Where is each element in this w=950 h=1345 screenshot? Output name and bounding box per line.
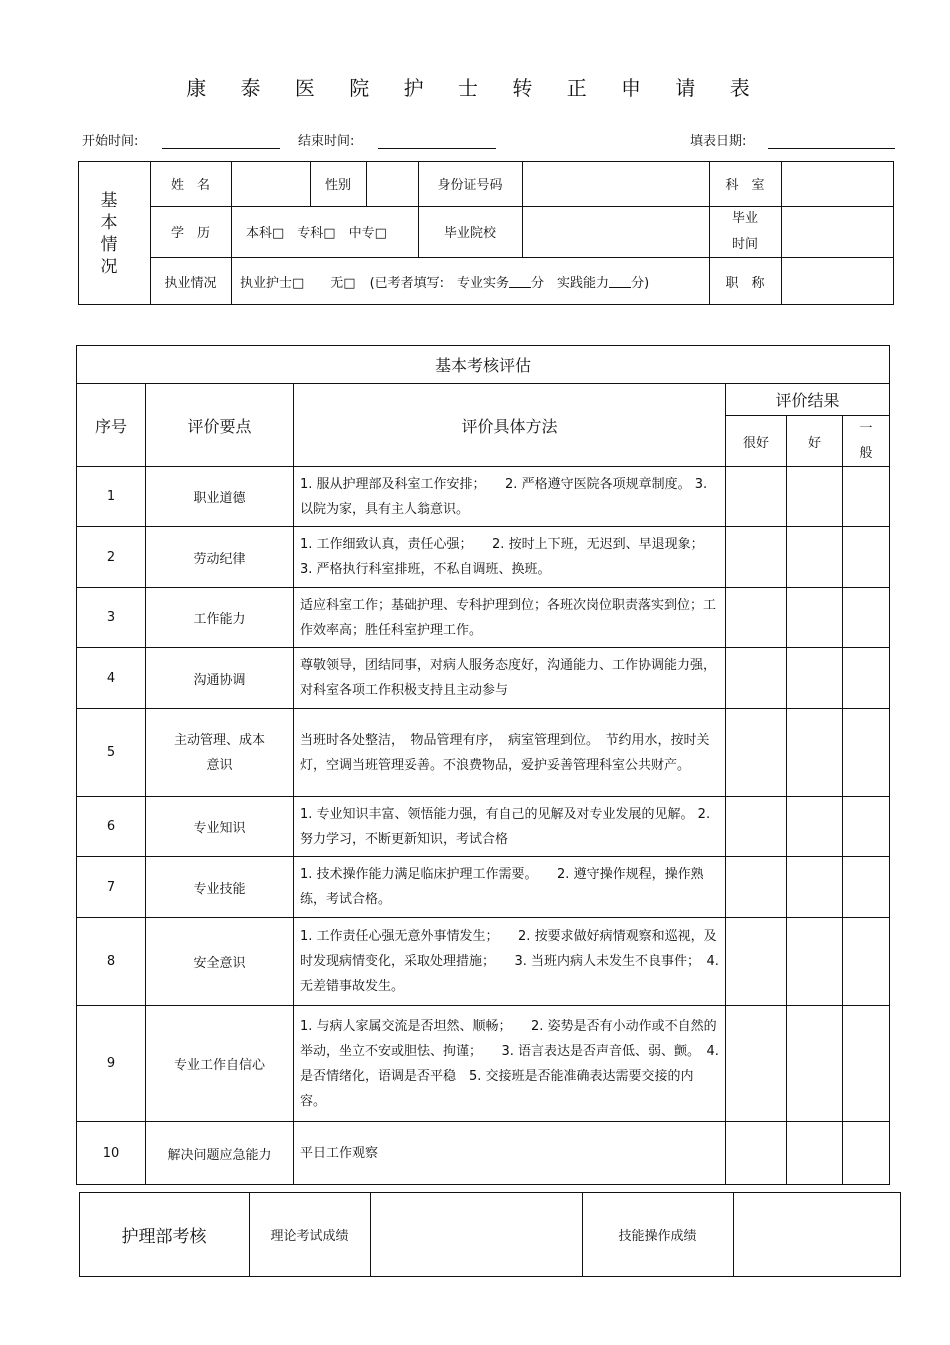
rating-average-cell[interactable] <box>843 1006 890 1122</box>
row-seq: 6 <box>77 797 146 857</box>
basic-info-side-label: 基 本 情 况 <box>100 191 118 277</box>
skill-score-blank[interactable] <box>609 275 631 288</box>
rating-average-cell[interactable] <box>843 648 890 709</box>
rating-very-good-cell[interactable] <box>726 918 787 1006</box>
skill-score-label: 技能操作成绩 <box>618 1229 697 1244</box>
form-title: 康 泰 医 院 护 士 转 正 申 请 表 <box>186 76 764 100</box>
table-row <box>77 527 890 588</box>
practice-score-blank[interactable] <box>509 275 531 288</box>
row-point: 主动管理、成本意识 <box>146 709 294 797</box>
job-title-field[interactable] <box>781 257 894 305</box>
rating-average-cell[interactable] <box>843 857 890 918</box>
row-method: 1. 工作细致认真，责任心强； 2. 按时上下班，无迟到、早退现象； 3. 严格执行科室排班，不私自调班、换班。 <box>294 527 726 588</box>
rating-average-cell[interactable] <box>843 918 890 1006</box>
rating-good-cell[interactable] <box>787 527 843 588</box>
practice-note-1: (已考者填写: 专业实务 <box>369 275 510 291</box>
id-number-field[interactable] <box>522 161 709 206</box>
rating-good-cell[interactable] <box>787 1006 843 1122</box>
start-time-label: 开始时间: <box>82 134 139 149</box>
result-good-header: 好 <box>787 416 843 467</box>
gender-label: 性别 <box>324 178 351 193</box>
name-label: 姓 名 <box>170 178 210 193</box>
row-point: 安全意识 <box>146 918 294 1006</box>
row-point: 解决问题应急能力 <box>146 1122 294 1185</box>
table-row <box>77 709 890 797</box>
rating-good-cell[interactable] <box>787 467 843 527</box>
rating-good-cell[interactable] <box>787 588 843 648</box>
col-point-header: 评价要点 <box>146 384 294 467</box>
rating-good-cell[interactable] <box>787 918 843 1006</box>
row-method: 1. 专业知识丰富、领悟能力强，有自己的见解及对专业发展的见解。 2. 努力学习，不断更新知识，考试合格 <box>294 797 726 857</box>
row-seq: 4 <box>77 648 146 709</box>
row-point: 劳动纪律 <box>146 527 294 588</box>
table-row <box>77 918 890 1006</box>
name-field[interactable] <box>231 161 310 206</box>
grad-time-label: 毕业 时间 <box>731 210 758 252</box>
practice-options[interactable] <box>231 257 709 305</box>
skill-score-field[interactable] <box>733 1192 901 1277</box>
row-seq: 10 <box>77 1122 146 1185</box>
table-row <box>77 797 890 857</box>
rating-very-good-cell[interactable] <box>726 1122 787 1185</box>
result-very-good-header: 很好 <box>726 416 787 467</box>
row-seq: 2 <box>77 527 146 588</box>
practice-option-licensed[interactable]: 执业护士□ <box>240 275 305 291</box>
row-method: 适应科室工作；基础护理、专科护理到位；各班次岗位职责落实到位；工作效率高；胜任科室护理工作。 <box>294 588 726 648</box>
row-method: 当班时各处整洁， 物品管理有序， 病室管理到位。 节约用水，按时关灯，空调当班管理妥善。不浪费物品，爱护妥善管理科室公共财产。 <box>294 709 726 797</box>
row-point: 专业工作自信心 <box>146 1006 294 1122</box>
row-method: 尊敬领导，团结同事，对病人服务态度好，沟通能力、工作协调能力强，对科室各项工作积极支持且主动参与 <box>294 648 726 709</box>
table-row <box>77 1122 890 1185</box>
fill-date-label: 填表日期: <box>690 134 747 149</box>
rating-average-cell[interactable] <box>843 527 890 588</box>
rating-average-cell[interactable] <box>843 467 890 527</box>
row-seq: 9 <box>77 1006 146 1122</box>
nursing-dept-label: 护理部考核 <box>121 1227 207 1247</box>
practice-note-2: 分 实践能力 <box>531 275 610 291</box>
start-time-field[interactable] <box>162 148 280 149</box>
end-time-label: 结束时间: <box>298 134 355 149</box>
table-row <box>77 857 890 918</box>
rating-good-cell[interactable] <box>787 1122 843 1185</box>
fill-date-field[interactable] <box>768 148 895 149</box>
row-method: 1. 服从护理部及科室工作安排； 2. 严格遵守医院各项规章制度。 3. 以院为家，具有主人翁意识。 <box>294 467 726 527</box>
rating-very-good-cell[interactable] <box>726 648 787 709</box>
table-row <box>77 1006 890 1122</box>
rating-average-cell[interactable] <box>843 797 890 857</box>
evaluation-table <box>76 345 890 1185</box>
department-field[interactable] <box>781 161 894 206</box>
rating-good-cell[interactable] <box>787 797 843 857</box>
evaluation-heading: 基本考核评估 <box>77 346 890 384</box>
school-field[interactable] <box>522 206 709 257</box>
practice-label: 执业情况 <box>164 275 217 291</box>
rating-average-cell[interactable] <box>843 588 890 648</box>
job-title-label: 职 称 <box>725 275 765 291</box>
theory-score-label: 理论考试成绩 <box>270 1229 349 1244</box>
row-method: 1. 与病人家属交流是否坦然、顺畅； 2. 姿势是否有小动作或不自然的举动，坐立不安或胆怯、拘谨； 3. 语言表达是否声音低、弱、颤。 4. 是否情绪化，语调是否平稳 5. 交接班是否能准确表达需要交接的内容。 <box>294 1006 726 1122</box>
practice-option-none[interactable]: 无□ <box>330 275 356 291</box>
rating-good-cell[interactable] <box>787 709 843 797</box>
result-average-header: 一般 <box>843 416 890 467</box>
table-row <box>77 467 890 527</box>
row-method: 1. 工作责任心强无意外事情发生； 2. 按要求做好病情观察和巡视，及时发现病情变化，采取处理措施； 3. 当班内病人未发生不良事件； 4. 无差错事故发生。 <box>294 918 726 1006</box>
practice-note-3: 分) <box>631 275 650 291</box>
col-seq-header: 序号 <box>77 384 146 467</box>
table-row <box>77 648 890 709</box>
gender-field[interactable] <box>366 161 418 206</box>
row-seq: 1 <box>77 467 146 527</box>
theory-score-field[interactable] <box>370 1192 582 1277</box>
rating-average-cell[interactable] <box>843 1122 890 1185</box>
department-label: 科 室 <box>725 178 765 193</box>
end-time-field[interactable] <box>378 148 496 149</box>
education-options[interactable]: 本科□ 专科□ 中专□ <box>246 226 387 241</box>
rating-very-good-cell[interactable] <box>726 797 787 857</box>
row-point: 工作能力 <box>146 588 294 648</box>
col-result-header: 评价结果 <box>726 384 890 416</box>
school-label: 毕业院校 <box>443 226 496 241</box>
row-seq: 3 <box>77 588 146 648</box>
rating-very-good-cell[interactable] <box>726 857 787 918</box>
row-seq: 5 <box>77 709 146 797</box>
col-method-header: 评价具体方法 <box>294 384 726 467</box>
row-method: 平日工作观察 <box>294 1122 726 1185</box>
rating-good-cell[interactable] <box>787 857 843 918</box>
row-seq: 7 <box>77 857 146 918</box>
row-point: 职业道德 <box>146 467 294 527</box>
rating-very-good-cell[interactable] <box>726 1006 787 1122</box>
rating-average-cell[interactable] <box>843 709 890 797</box>
table-row <box>77 588 890 648</box>
rating-very-good-cell[interactable] <box>726 527 787 588</box>
row-point: 专业知识 <box>146 797 294 857</box>
row-point: 专业技能 <box>146 857 294 918</box>
education-label: 学 历 <box>170 226 210 241</box>
rating-good-cell[interactable] <box>787 648 843 709</box>
grad-time-field[interactable] <box>781 206 894 257</box>
row-method: 1. 技术操作能力满足临床护理工作需要。 2. 遵守操作规程，操作熟练，考试合格。 <box>294 857 726 918</box>
row-seq: 8 <box>77 918 146 1006</box>
row-point: 沟通协调 <box>146 648 294 709</box>
id-number-label: 身份证号码 <box>437 178 503 193</box>
rating-very-good-cell[interactable] <box>726 709 787 797</box>
rating-very-good-cell[interactable] <box>726 467 787 527</box>
rating-very-good-cell[interactable] <box>726 588 787 648</box>
